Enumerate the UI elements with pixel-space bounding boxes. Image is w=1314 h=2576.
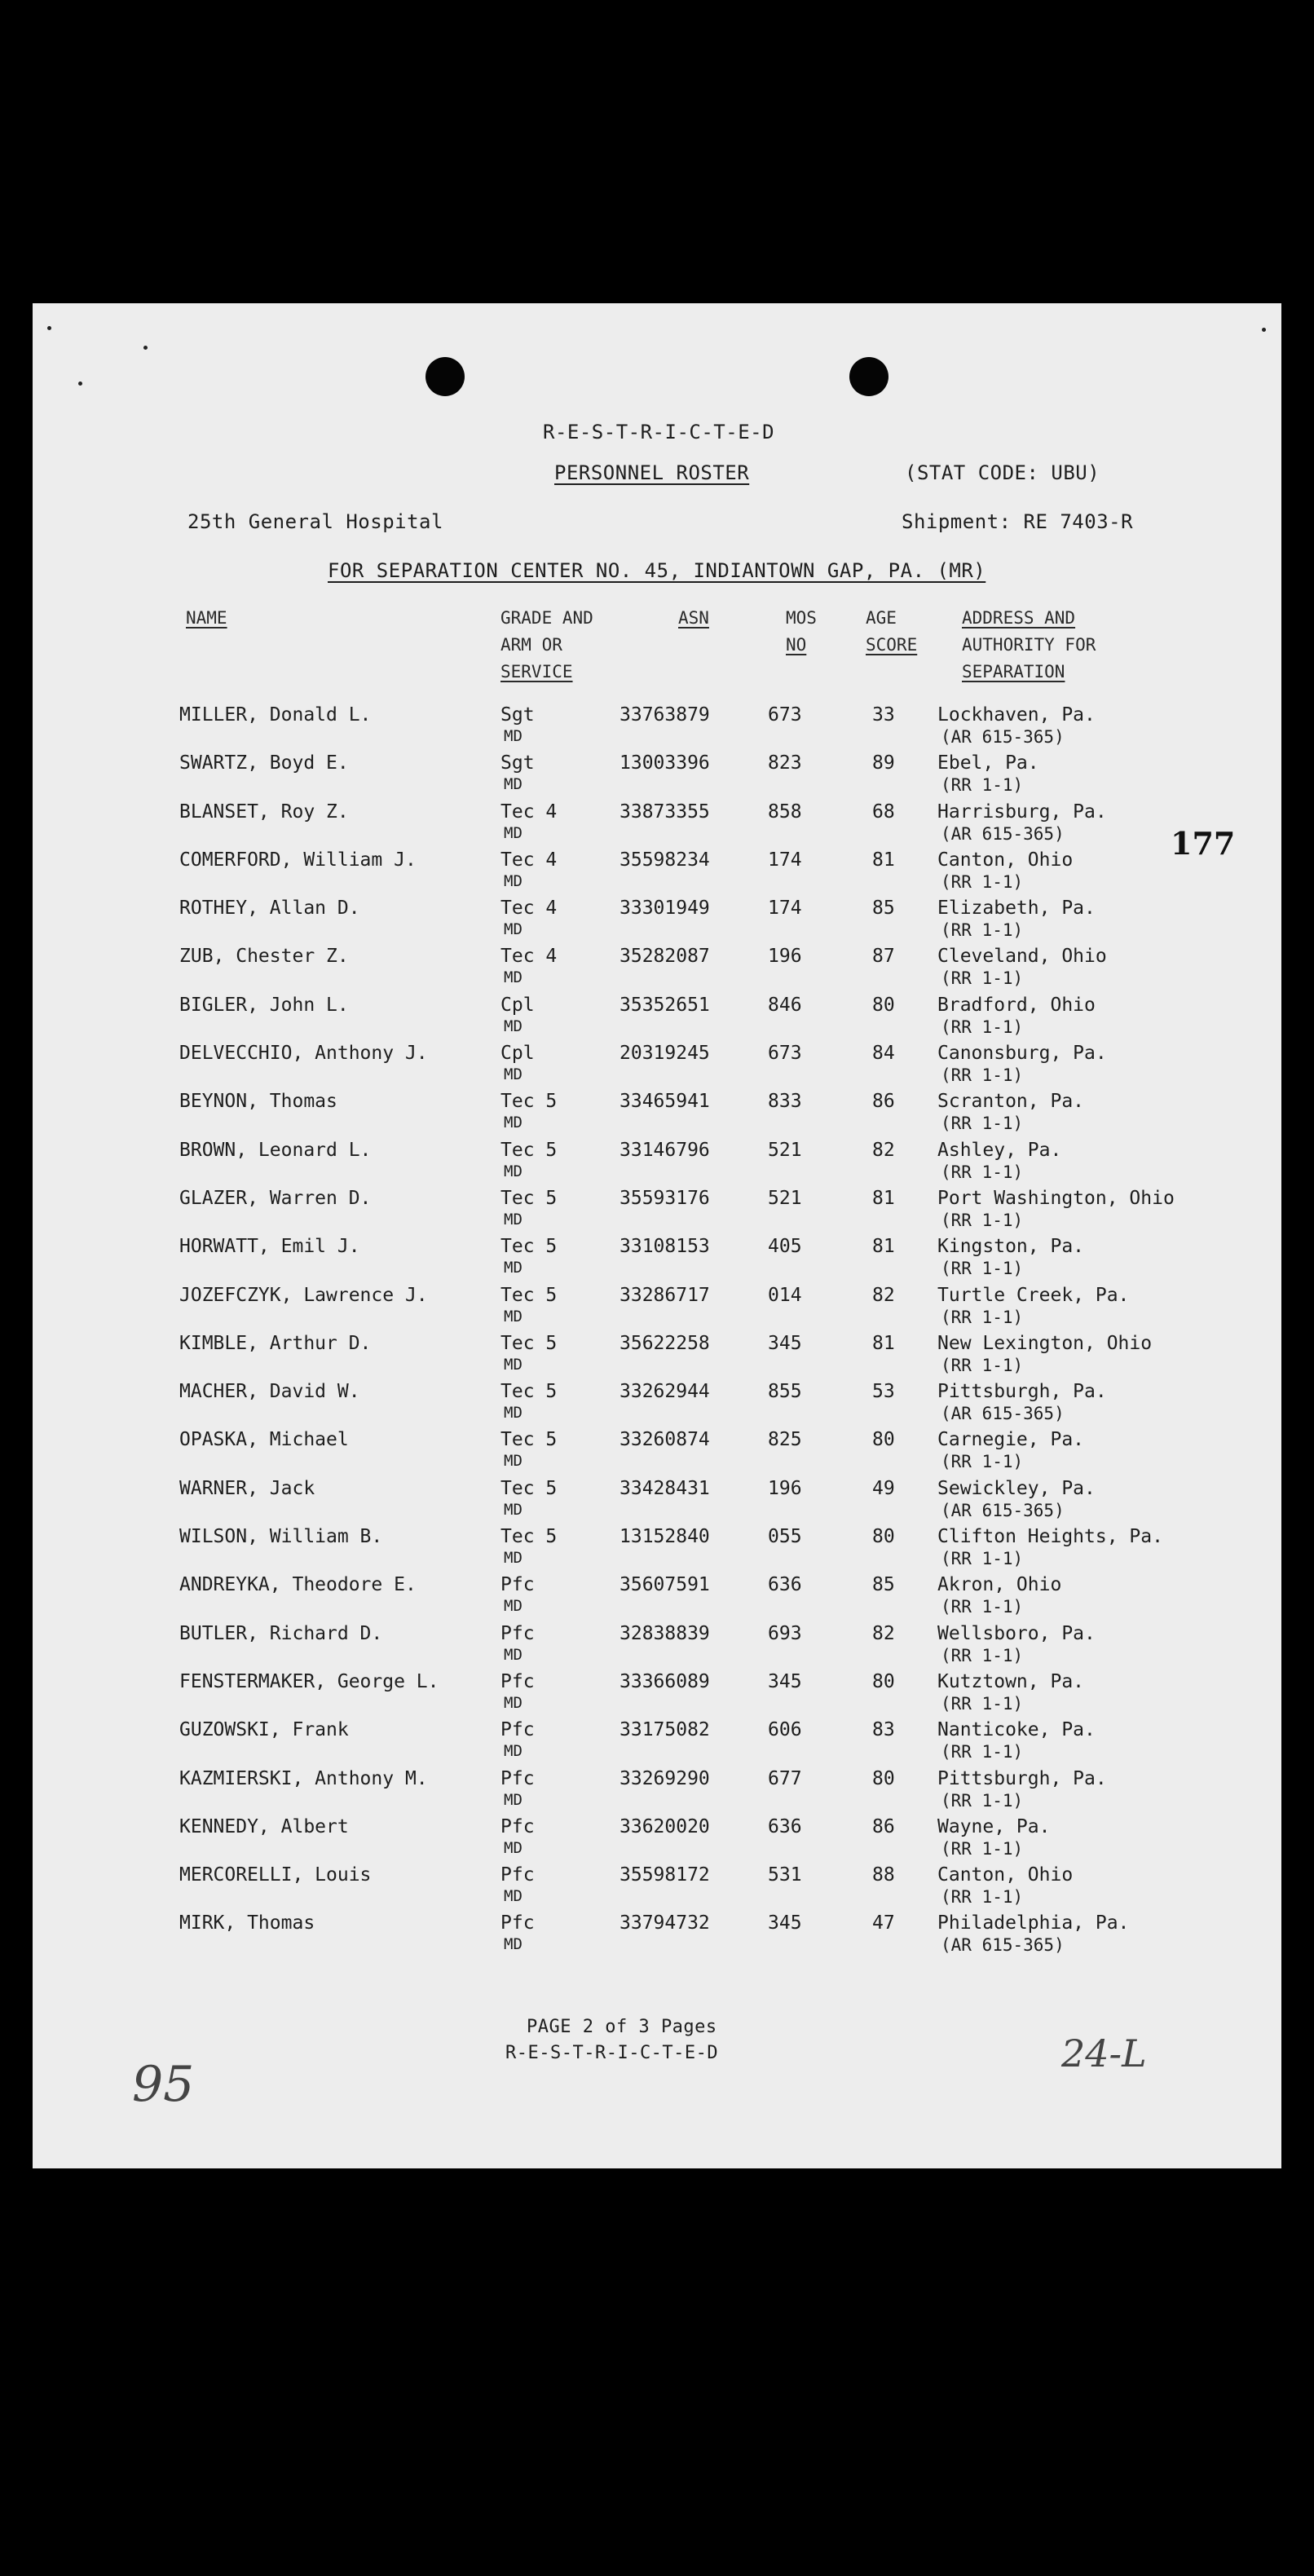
row-address: Carnegie, Pa.: [937, 1429, 1085, 1451]
row-address: Ebel, Pa.: [937, 752, 1039, 774]
row-name: SWARTZ, Boyd E.: [179, 752, 349, 774]
row-authority: (AR 615-365): [941, 1404, 1065, 1424]
row-address: Bradford, Ohio: [937, 994, 1096, 1016]
table-row: [33, 995, 1281, 1043]
row-age-score: 82: [872, 1284, 895, 1306]
row-name: BUTLER, Richard D.: [179, 1622, 383, 1644]
row-address: Philadelphia, Pa.: [937, 1912, 1130, 1934]
table-row: [33, 801, 1281, 849]
row-asn: 33175082: [620, 1719, 710, 1741]
row-address: Canton, Ohio: [937, 1864, 1074, 1886]
row-asn: 33366089: [620, 1670, 710, 1692]
row-authority: (RR 1-1): [941, 1790, 1024, 1811]
row-authority: (RR 1-1): [941, 1065, 1024, 1086]
row-arm: MD: [504, 1307, 523, 1325]
row-asn: 35598172: [620, 1864, 710, 1886]
col-header-grade: GRADE AND ARM OR SERVICE: [500, 608, 593, 681]
row-authority: (RR 1-1): [941, 1742, 1024, 1762]
page-stamp-number: 177: [1171, 825, 1236, 862]
row-mos: 405: [768, 1236, 802, 1258]
row-grade: Pfc: [500, 1719, 535, 1741]
table-row: [33, 1478, 1281, 1526]
row-grade: Tec 4: [500, 849, 558, 871]
row-address: Kutztown, Pa.: [937, 1670, 1085, 1692]
row-mos: 858: [768, 801, 802, 823]
row-asn: 33260874: [620, 1429, 710, 1451]
row-age-score: 80: [872, 994, 895, 1016]
row-authority: (RR 1-1): [941, 1307, 1024, 1327]
row-asn: 33108153: [620, 1236, 710, 1258]
row-arm: MD: [504, 1355, 523, 1374]
row-arm: MD: [504, 1065, 523, 1084]
table-row: [33, 752, 1281, 801]
row-authority: (RR 1-1): [941, 1017, 1024, 1037]
row-asn: 33428431: [620, 1477, 710, 1499]
row-name: MIRK, Thomas: [179, 1912, 315, 1934]
row-age-score: 83: [872, 1719, 895, 1741]
roster-title: PERSONNEL ROSTER: [554, 461, 750, 484]
row-grade: Tec 5: [500, 1381, 558, 1403]
row-address: Nanticoke, Pa.: [937, 1719, 1096, 1741]
row-asn: 35282087: [620, 946, 710, 968]
row-arm: MD: [504, 1210, 523, 1228]
row-arm: MD: [504, 727, 523, 745]
row-mos: 345: [768, 1332, 802, 1354]
row-name: MERCORELLI, Louis: [179, 1864, 372, 1886]
speck: [47, 326, 51, 330]
row-authority: (RR 1-1): [941, 1693, 1024, 1714]
row-mos: 636: [768, 1574, 802, 1596]
row-grade: Tec 5: [500, 1236, 558, 1258]
table-row: [33, 1864, 1281, 1912]
row-grade: Pfc: [500, 1622, 535, 1644]
row-asn: 13152840: [620, 1526, 710, 1548]
table-row: [33, 1574, 1281, 1622]
col-header-asn: ASN: [678, 608, 709, 628]
table-row: [33, 1043, 1281, 1091]
row-age-score: 88: [872, 1864, 895, 1886]
row-arm: MD: [504, 823, 523, 842]
row-asn: 13003396: [620, 752, 710, 774]
row-grade: Tec 5: [500, 1091, 558, 1113]
row-age-score: 81: [872, 849, 895, 871]
row-arm: MD: [504, 1259, 523, 1277]
table-row: [33, 1768, 1281, 1816]
row-mos: 196: [768, 1477, 802, 1499]
row-grade: Tec 4: [500, 946, 558, 968]
row-address: Turtle Creek, Pa.: [937, 1284, 1130, 1306]
row-asn: 33286717: [620, 1284, 710, 1306]
row-arm: MD: [504, 871, 523, 890]
row-authority: (AR 615-365): [941, 823, 1065, 844]
row-age-score: 82: [872, 1622, 895, 1644]
row-mos: 673: [768, 704, 802, 726]
row-authority: (RR 1-1): [941, 968, 1024, 989]
row-age-score: 87: [872, 946, 895, 968]
row-arm: MD: [504, 1500, 523, 1519]
row-mos: 677: [768, 1767, 802, 1789]
row-address: Cleveland, Ohio: [937, 946, 1107, 968]
row-address: Pittsburgh, Pa.: [937, 1767, 1107, 1789]
row-address: Wayne, Pa.: [937, 1815, 1051, 1837]
row-mos: 345: [768, 1912, 802, 1934]
row-address: Scranton, Pa.: [937, 1091, 1085, 1113]
row-name: BIGLER, John L.: [179, 994, 349, 1016]
row-name: BROWN, Leonard L.: [179, 1139, 372, 1161]
row-grade: Tec 5: [500, 1477, 558, 1499]
row-name: ZUB, Chester Z.: [179, 946, 349, 968]
table-row: [33, 1381, 1281, 1429]
speck: [1262, 328, 1266, 332]
row-name: BLANSET, Roy Z.: [179, 801, 349, 823]
row-name: KENNEDY, Albert: [179, 1815, 349, 1837]
table-row: [33, 704, 1281, 752]
row-age-score: 49: [872, 1477, 895, 1499]
row-mos: 673: [768, 1043, 802, 1065]
col-header-name: NAME: [186, 608, 227, 628]
row-address: New Lexington, Ohio: [937, 1332, 1153, 1354]
row-asn: 35352651: [620, 994, 710, 1016]
punch-hole-left: [426, 357, 465, 396]
row-age-score: 47: [872, 1912, 895, 1934]
row-mos: 636: [768, 1815, 802, 1837]
row-name: MACHER, David W.: [179, 1381, 360, 1403]
row-asn: 33262944: [620, 1381, 710, 1403]
row-arm: MD: [504, 1693, 523, 1712]
row-arm: MD: [504, 775, 523, 794]
row-authority: (RR 1-1): [941, 1645, 1024, 1665]
row-address: Sewickley, Pa.: [937, 1477, 1096, 1499]
row-asn: 35593176: [620, 1187, 710, 1209]
row-mos: 196: [768, 946, 802, 968]
table-row: [33, 1719, 1281, 1767]
table-row: [33, 1912, 1281, 1961]
row-authority: (RR 1-1): [941, 1838, 1024, 1859]
row-grade: Cpl: [500, 1043, 535, 1065]
row-mos: 174: [768, 849, 802, 871]
table-row: [33, 1236, 1281, 1284]
table-row: [33, 1429, 1281, 1477]
row-grade: Pfc: [500, 1864, 535, 1886]
row-age-score: 84: [872, 1043, 895, 1065]
row-age-score: 81: [872, 1236, 895, 1258]
row-address: Port Washington, Ohio: [937, 1187, 1175, 1209]
row-name: BEYNON, Thomas: [179, 1091, 337, 1113]
row-grade: Tec 4: [500, 801, 558, 823]
row-mos: 345: [768, 1670, 802, 1692]
row-grade: Pfc: [500, 1815, 535, 1837]
row-age-score: 85: [872, 898, 895, 920]
row-name: FENSTERMAKER, George L.: [179, 1670, 439, 1692]
roster-table: [33, 704, 1281, 1961]
row-arm: MD: [504, 1742, 523, 1761]
row-name: KAZMIERSKI, Anthony M.: [179, 1767, 428, 1789]
table-row: [33, 946, 1281, 994]
table-row: [33, 1285, 1281, 1333]
row-grade: Pfc: [500, 1767, 535, 1789]
row-grade: Pfc: [500, 1912, 535, 1934]
unit-name: 25th General Hospital: [187, 510, 443, 533]
row-grade: Cpl: [500, 994, 535, 1016]
row-mos: 825: [768, 1429, 802, 1451]
stat-code: (STAT CODE: UBU): [905, 461, 1100, 484]
row-mos: 693: [768, 1622, 802, 1644]
row-mos: 846: [768, 994, 802, 1016]
row-age-score: 82: [872, 1139, 895, 1161]
row-authority: (RR 1-1): [941, 1597, 1024, 1617]
punch-hole-right: [849, 357, 888, 396]
row-name: KIMBLE, Arthur D.: [179, 1332, 372, 1354]
row-name: MILLER, Donald L.: [179, 704, 372, 726]
row-authority: (RR 1-1): [941, 920, 1024, 941]
row-address: Lockhaven, Pa.: [937, 704, 1096, 726]
row-authority: (RR 1-1): [941, 1887, 1024, 1908]
row-grade: Tec 5: [500, 1284, 558, 1306]
row-grade: Tec 5: [500, 1429, 558, 1451]
row-asn: 33269290: [620, 1767, 710, 1789]
row-age-score: 89: [872, 752, 895, 774]
document-page: [33, 303, 1281, 2168]
table-row: [33, 849, 1281, 898]
row-address: Canonsburg, Pa.: [937, 1043, 1107, 1065]
row-name: COMERFORD, William J.: [179, 849, 417, 871]
table-row: [33, 1333, 1281, 1381]
row-arm: MD: [504, 1162, 523, 1180]
row-mos: 014: [768, 1284, 802, 1306]
row-asn: 33146796: [620, 1139, 710, 1161]
row-asn: 33873355: [620, 801, 710, 823]
row-asn: 33620020: [620, 1815, 710, 1837]
table-row: [33, 1091, 1281, 1139]
col-header-address: ADDRESS AND AUTHORITY FOR SEPARATION: [962, 608, 1096, 681]
row-age-score: 85: [872, 1574, 895, 1596]
row-name: WARNER, Jack: [179, 1477, 315, 1499]
col-header-mos: MOS NO: [786, 608, 817, 655]
page-number: PAGE 2 of 3 Pages: [527, 2017, 717, 2037]
row-age-score: 53: [872, 1381, 895, 1403]
row-grade: Tec 4: [500, 898, 558, 920]
row-age-score: 80: [872, 1670, 895, 1692]
row-authority: (RR 1-1): [941, 1355, 1024, 1375]
row-arm: MD: [504, 1790, 523, 1809]
row-authority: (AR 615-365): [941, 1935, 1065, 1956]
row-name: GLAZER, Warren D.: [179, 1187, 372, 1209]
row-asn: 20319245: [620, 1043, 710, 1065]
row-grade: Tec 5: [500, 1187, 558, 1209]
row-grade: Tec 5: [500, 1139, 558, 1161]
row-asn: 33301949: [620, 898, 710, 920]
row-name: HORWATT, Emil J.: [179, 1236, 360, 1258]
table-row: [33, 1526, 1281, 1574]
row-authority: (RR 1-1): [941, 1162, 1024, 1182]
row-asn: 35607591: [620, 1574, 710, 1596]
row-authority: (RR 1-1): [941, 775, 1024, 796]
table-row: [33, 898, 1281, 946]
row-age-score: 86: [872, 1091, 895, 1113]
col-header-age: AGE SCORE: [866, 608, 918, 655]
row-address: Canton, Ohio: [937, 849, 1074, 871]
row-asn: 33794732: [620, 1912, 710, 1934]
speck: [78, 382, 82, 386]
row-authority: (RR 1-1): [941, 1210, 1024, 1230]
row-mos: 531: [768, 1864, 802, 1886]
row-arm: MD: [504, 920, 523, 939]
row-arm: MD: [504, 1645, 523, 1664]
row-address: Clifton Heights, Pa.: [937, 1526, 1163, 1548]
table-row: [33, 1188, 1281, 1236]
row-age-score: 81: [872, 1187, 895, 1209]
table-row: [33, 1816, 1281, 1864]
row-arm: MD: [504, 1404, 523, 1423]
row-grade: Tec 5: [500, 1332, 558, 1354]
row-age-score: 33: [872, 704, 895, 726]
row-authority: (RR 1-1): [941, 1259, 1024, 1279]
row-mos: 174: [768, 898, 802, 920]
row-mos: 521: [768, 1187, 802, 1209]
row-authority: (RR 1-1): [941, 871, 1024, 892]
row-name: ANDREYKA, Theodore E.: [179, 1574, 417, 1596]
row-arm: MD: [504, 1017, 523, 1035]
row-grade: Pfc: [500, 1670, 535, 1692]
row-arm: MD: [504, 968, 523, 987]
row-address: Harrisburg, Pa.: [937, 801, 1107, 823]
row-age-score: 80: [872, 1526, 895, 1548]
row-mos: 055: [768, 1526, 802, 1548]
row-authority: (RR 1-1): [941, 1452, 1024, 1472]
row-arm: MD: [504, 1114, 523, 1132]
row-asn: 32838839: [620, 1622, 710, 1644]
row-address: Akron, Ohio: [937, 1574, 1062, 1596]
shipment-number: Shipment: RE 7403-R: [902, 510, 1134, 533]
restricted-footer: R-E-S-T-R-I-C-T-E-D: [505, 2043, 719, 2063]
row-address: Ashley, Pa.: [937, 1139, 1062, 1161]
row-mos: 606: [768, 1719, 802, 1741]
row-mos: 823: [768, 752, 802, 774]
separation-center: FOR SEPARATION CENTER NO. 45, INDIANTOWN GAP, PA. (MR): [328, 559, 986, 582]
row-age-score: 81: [872, 1332, 895, 1354]
row-name: OPASKA, Michael: [179, 1429, 349, 1451]
row-age-score: 80: [872, 1429, 895, 1451]
row-address: Elizabeth, Pa.: [937, 898, 1096, 920]
row-arm: MD: [504, 1935, 523, 1954]
row-grade: Sgt: [500, 752, 535, 774]
row-name: GUZOWSKI, Frank: [179, 1719, 349, 1741]
row-asn: 35598234: [620, 849, 710, 871]
row-address: Wellsboro, Pa.: [937, 1622, 1096, 1644]
row-mos: 521: [768, 1139, 802, 1161]
row-authority: (AR 615-365): [941, 1500, 1065, 1520]
row-arm: MD: [504, 1452, 523, 1471]
table-row: [33, 1140, 1281, 1188]
row-age-score: 86: [872, 1815, 895, 1837]
row-name: ROTHEY, Allan D.: [179, 898, 360, 920]
row-grade: Pfc: [500, 1574, 535, 1596]
row-arm: MD: [504, 1597, 523, 1616]
row-mos: 855: [768, 1381, 802, 1403]
row-name: WILSON, William B.: [179, 1526, 383, 1548]
row-age-score: 68: [872, 801, 895, 823]
row-asn: 33465941: [620, 1091, 710, 1113]
row-age-score: 80: [872, 1767, 895, 1789]
row-authority: (RR 1-1): [941, 1114, 1024, 1134]
table-row: [33, 1623, 1281, 1671]
row-address: Pittsburgh, Pa.: [937, 1381, 1107, 1403]
handwritten-note-right: 24-L: [1061, 2031, 1147, 2075]
row-authority: (AR 615-365): [941, 727, 1065, 747]
row-name: JOZEFCZYK, Lawrence J.: [179, 1284, 428, 1306]
row-arm: MD: [504, 1838, 523, 1857]
row-arm: MD: [504, 1549, 523, 1568]
row-authority: (RR 1-1): [941, 1549, 1024, 1569]
speck: [143, 346, 148, 350]
row-address: Kingston, Pa.: [937, 1236, 1085, 1258]
row-grade: Tec 5: [500, 1526, 558, 1548]
row-asn: 33763879: [620, 704, 710, 726]
row-arm: MD: [504, 1887, 523, 1906]
table-row: [33, 1671, 1281, 1719]
row-mos: 833: [768, 1091, 802, 1113]
row-asn: 35622258: [620, 1332, 710, 1354]
row-name: DELVECCHIO, Anthony J.: [179, 1043, 428, 1065]
row-grade: Sgt: [500, 704, 535, 726]
restricted-header: R-E-S-T-R-I-C-T-E-D: [543, 421, 775, 443]
handwritten-note-left: 95: [132, 2056, 195, 2113]
